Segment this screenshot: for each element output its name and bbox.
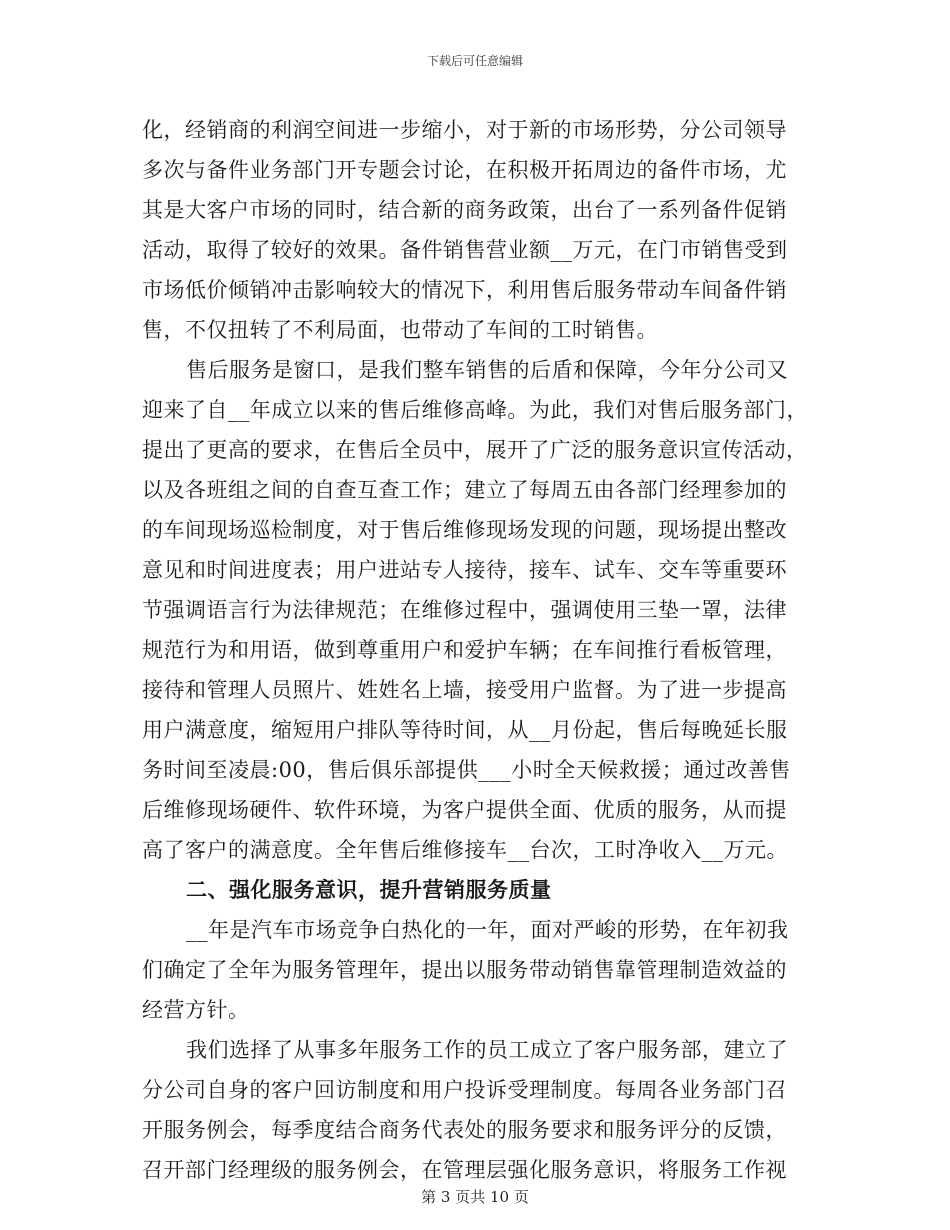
text-line: 的车间现场巡检制度，对于售后维修现场发现的问题，现场提出整改 <box>142 518 787 542</box>
text-line: 售，不仅扭转了不利局面，也带动了车间的工时销售。 <box>142 318 658 342</box>
text-line: 售后服务是窗口，是我们整车销售的后盾和保障，今年分公司又 <box>186 358 788 382</box>
text-line: 高了客户的满意度。全年售后维修接车__台次，工时净收入__万元。 <box>142 838 788 862</box>
section-heading: 二、强化服务意识，提升营销服务质量 <box>186 877 552 902</box>
page-footer: 第 3 页共 10 页 <box>421 1188 529 1206</box>
text-line: 意见和时间进度表；用户进站专人接待，接车、试车、交车等重要环 <box>142 558 787 582</box>
page-header: 下载后可任意编辑 <box>426 54 523 68</box>
text-line: 开服务例会，每季度结合商务代表处的服务要求和服务评分的反馈， <box>142 1118 787 1142</box>
text-line: 迎来了自__年成立以来的售后维修高峰。为此，我们对售后服务部门， <box>142 398 808 422</box>
text-line: 经营方针。 <box>142 998 250 1022</box>
text-line: 节强调语言行为法律规范；在维修过程中，强调使用三垫一罩，法律 <box>142 598 787 622</box>
text-line: 我们选择了从事多年服务工作的员工成立了客户服务部，建立了 <box>186 1038 788 1062</box>
text-line: 以及各班组之间的自查互查工作；建立了每周五由各部门经理参加的 <box>142 478 787 502</box>
text-line: 提出了更高的要求，在售后全员中，展开了广泛的服务意识宣传活动， <box>142 438 808 462</box>
text-line: 分公司自身的客户回访制度和用户投诉受理制度。每周各业务部门召 <box>142 1078 787 1102</box>
text-line: 多次与备件业务部门开专题会讨论，在积极开拓周边的备件市场，尤 <box>142 158 787 182</box>
text-line: 化，经销商的利润空间进一步缩小，对于新的市场形势，分公司领导 <box>142 118 787 142</box>
text-line: 接待和管理人员照片、姓姓名上墙，接受用户监督。为了进一步提高 <box>142 678 787 702</box>
text-line: 们确定了全年为服务管理年，提出以服务带动销售靠管理制造效益的 <box>142 958 787 982</box>
text-line: 市场低价倾销冲击影响较大的情况下，利用售后服务带动车间备件销 <box>142 278 787 302</box>
text-line: 活动，取得了较好的效果。备件销售营业额__万元，在门市销售受到 <box>142 238 788 262</box>
text-line: 规范行为和用语，做到尊重用户和爱护车辆；在车间推行看板管理， <box>142 638 787 662</box>
text-line: 召开部门经理级的服务例会，在管理层强化服务意识，将服务工作视 <box>142 1158 787 1182</box>
document-body <box>142 110 808 1190</box>
text-line: 后维修现场硬件、软件环境，为客户提供全面、优质的服务，从而提 <box>142 798 787 822</box>
text-line: __年是汽车市场竞争白热化的一年，面对严峻的形势，在年初我 <box>186 918 789 942</box>
text-line: 用户满意度，缩短用户排队等待时间，从__月份起，售后每晚延长服 <box>142 718 788 742</box>
text-line: 其是大客户市场的同时，结合新的商务政策，出台了一系列备件促销 <box>142 198 787 222</box>
text-line: 务时间至凌晨:00，售后俱乐部提供___小时全天候救援；通过改善售 <box>142 758 791 782</box>
